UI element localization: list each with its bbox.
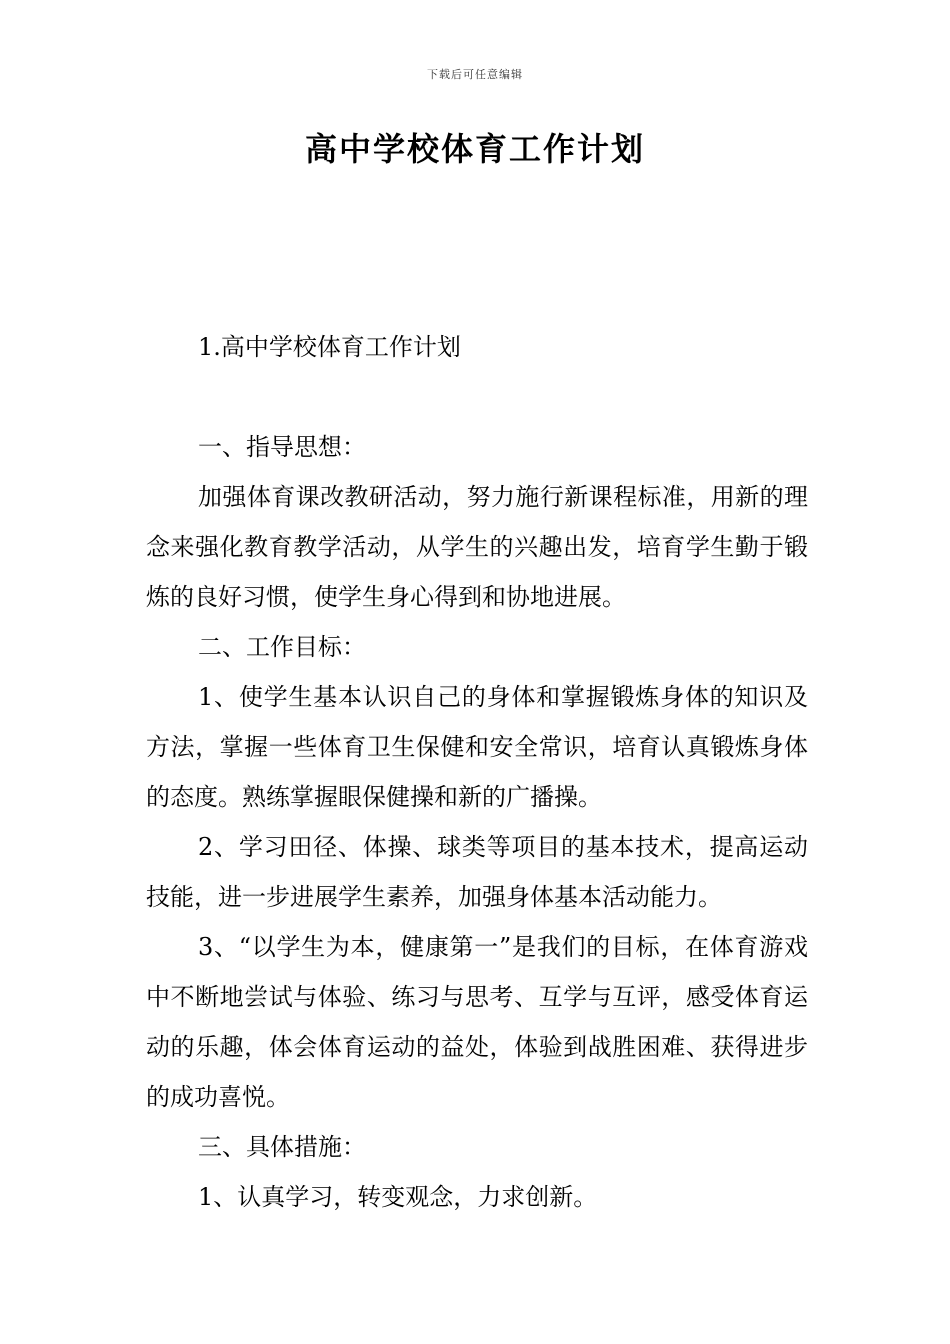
- goal-item-3: 3、“以学生为本，健康第一”是我们的目标，在体育游戏中不断地尝试与体验、练习与思考、互学与互评，感受体育运动的乐趣，体会体育运动的益处，体验到战胜困难、获得进步的成功喜悦。: [146, 933, 808, 1111]
- header-note: 下载后可任意编辑: [427, 68, 523, 81]
- document-body: [146, 322, 808, 1222]
- goals-heading: 二、工作目标：: [198, 633, 366, 661]
- goal-item-2: 2、学习田径、体操、球类等项目的基本技术，提高运动技能，进一步进展学生素养，加强身体基本活动能力。: [146, 833, 808, 911]
- spacer: [146, 372, 808, 422]
- guiding-heading: 一、指导思想：: [198, 433, 366, 461]
- goal-item-1: 1、使学生基本认识自己的身体和掌握锻炼身体的知识及方法，掌握一些体育卫生保健和安全常识，培育认真锻炼身体的态度。熟练掌握眼保健操和新的广播操。: [146, 683, 808, 811]
- measures-heading: 三、具体措施：: [198, 1133, 366, 1161]
- measure-item-1: 1、认真学习，转变观念，力求创新。: [198, 1183, 598, 1211]
- guiding-paragraph: 加强体育课改教研活动，努力施行新课程标准，用新的理念来强化教育教学活动，从学生的兴趣出发，培育学生勤于锻炼的良好习惯，使学生身心得到和协地进展。: [146, 483, 808, 611]
- subtitle: 1.高中学校体育工作计划: [198, 333, 461, 361]
- document-title: 高中学校体育工作计划: [304, 130, 645, 168]
